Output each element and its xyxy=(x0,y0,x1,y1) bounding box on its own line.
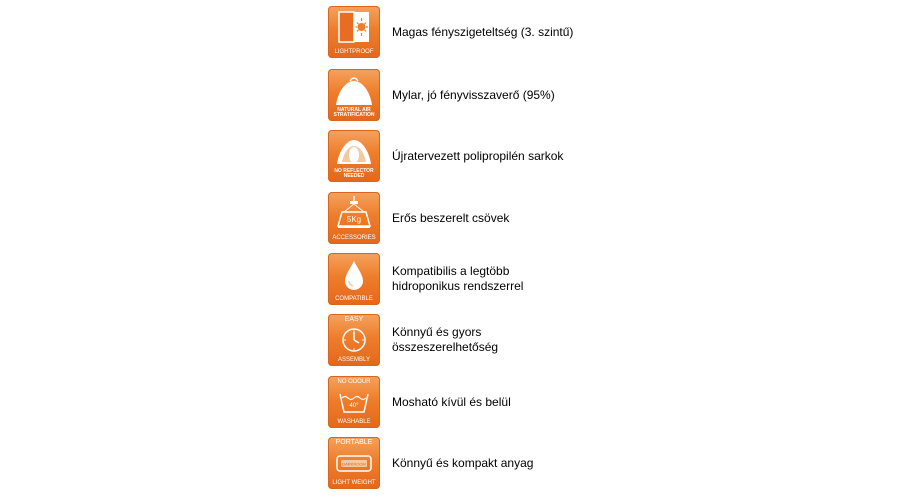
badge-caption-top: EASY xyxy=(344,316,364,323)
badge-caption: LIGHT WEIGHT xyxy=(332,480,376,486)
feature-label xyxy=(392,149,563,164)
feature-row-lightweight xyxy=(328,437,533,489)
feature-label xyxy=(392,88,555,103)
weight-label: 5Kg xyxy=(346,215,362,224)
feature-label xyxy=(392,264,523,294)
brand-label: DARKROOM xyxy=(342,461,366,467)
easy-assembly-icon xyxy=(328,314,380,366)
feature-row-compatible xyxy=(328,253,523,305)
feature-row-assembly xyxy=(328,314,498,366)
feature-text-line: Újratervezett polipropilén sarkok xyxy=(392,148,564,163)
feature-label xyxy=(392,395,511,410)
feature-label xyxy=(392,25,573,40)
compatible-icon xyxy=(328,253,380,305)
feature-row-air xyxy=(328,69,555,121)
feature-text-line: Magas fényszigeteltség (3. szintű) xyxy=(392,24,574,39)
light-weight-icon xyxy=(328,437,380,489)
feature-text-line: Mylar, jó fényvisszaverő (95%) xyxy=(392,87,555,102)
feature-text-line: hidroponikus rendszerrel xyxy=(392,279,524,293)
feature-row-accessories xyxy=(328,192,509,244)
badge-caption: NATURAL AIR STRATIFICATION xyxy=(333,107,375,118)
feature-text-line: Könnyű és gyors xyxy=(392,325,482,339)
feature-label xyxy=(392,456,533,471)
feature-label xyxy=(392,211,509,226)
feature-text-line: Mosható kívül és belül xyxy=(392,394,511,409)
feature-text-line: összeszerelhetőség xyxy=(392,340,499,354)
badge-caption: NO REFLECTOR NEEDED xyxy=(334,168,374,179)
feature-text-line: Erős beszerelt csövek xyxy=(392,210,510,225)
badge-caption-top: PORTABLE xyxy=(335,439,373,446)
natural-air-stratification-icon xyxy=(328,69,380,121)
lightproof-icon xyxy=(328,6,380,58)
badge-caption-top: NO ODOUR xyxy=(337,379,371,385)
no-reflector-needed-icon xyxy=(328,130,380,182)
badge-caption: ASSEMBLY xyxy=(338,357,370,363)
washable-icon xyxy=(328,376,380,428)
feature-row-lightproof xyxy=(328,6,573,58)
badge-caption: ACCESSORIES xyxy=(332,235,376,241)
feature-row-washable xyxy=(328,376,511,428)
badge-caption: LIGHTPROOF xyxy=(334,49,374,55)
badge-caption: COMPATIBLE xyxy=(335,296,373,302)
feature-label xyxy=(392,325,498,355)
feature-text-line: Könnyű és kompakt anyag xyxy=(392,455,534,470)
feature-row-reflector xyxy=(328,130,563,182)
temperature-label: 40° xyxy=(349,403,359,409)
badge-caption: WASHABLE xyxy=(337,419,371,425)
accessories-icon xyxy=(328,192,380,244)
feature-text-line: Kompatibilis a legtöbb xyxy=(392,264,510,278)
